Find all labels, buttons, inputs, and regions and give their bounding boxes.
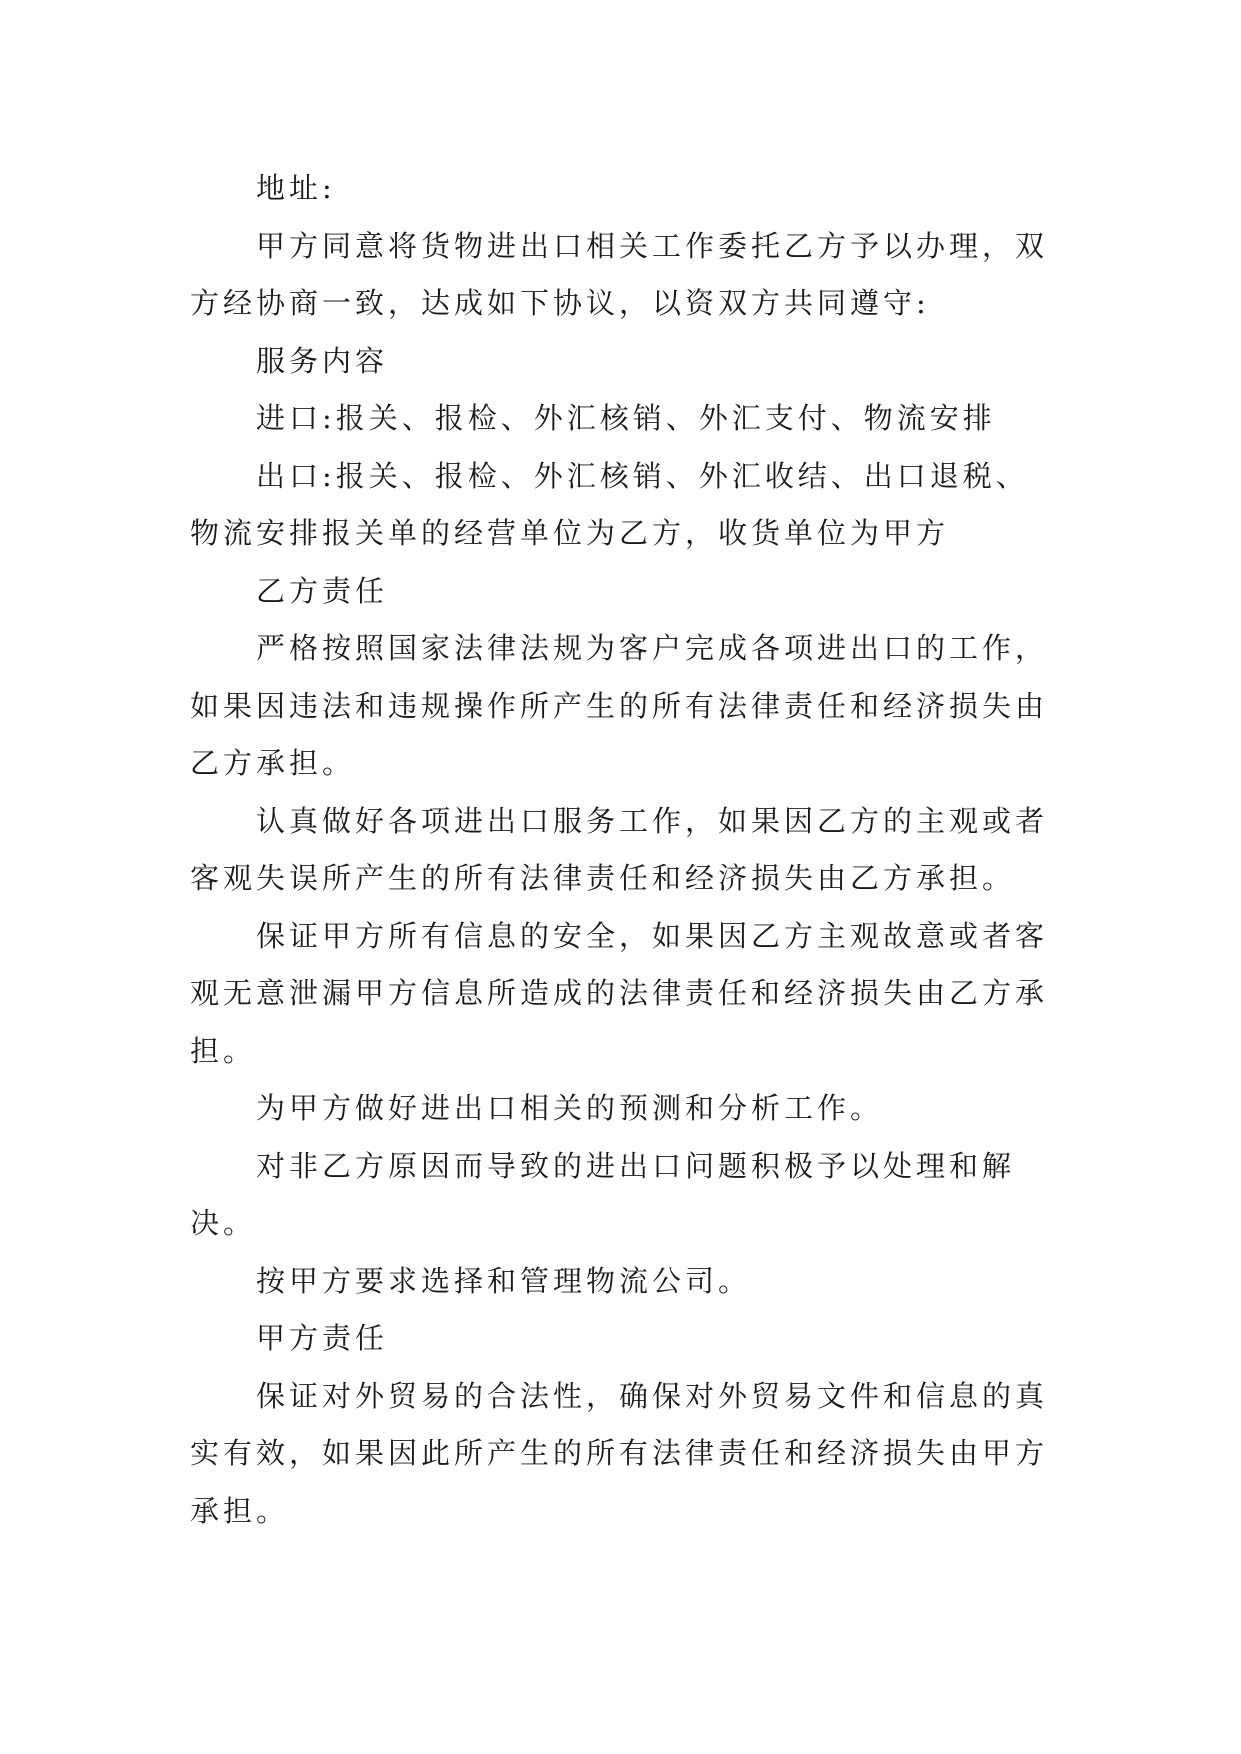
document-body: [190, 160, 1060, 1540]
party-b-clause: 按甲方要求选择和管理物流公司。: [256, 1263, 752, 1298]
party-b-clause: 认真做好各项进出口服务工作，如果因乙方的主观或者客观失误所产生的所有法律责任和经济损失由乙方承担。: [190, 803, 1049, 895]
export-services: 出口:报关、报检、外汇核销、外汇收结、出口退税、物流安排报关单的经营单位为乙方，收货单位为甲方: [190, 458, 1029, 550]
intro-paragraph: 甲方同意将货物进出口相关工作委托乙方予以办理，双方经协商一致，达成如下协议，以资双方共同遵守:: [190, 228, 1049, 320]
party-b-clause: 严格按照国家法律法规为客户完成各项进出口的工作，如果因违法和违规操作所产生的所有法律责任和经济损失由乙方承担。: [190, 631, 1049, 780]
party-b-clause: 为甲方做好进出口相关的预测和分析工作。: [256, 1091, 884, 1125]
section-heading-party-a: 甲方责任: [256, 1321, 389, 1355]
party-a-clause: 保证对外贸易的合法性，确保对外贸易文件和信息的真实有效，如果因此所产生的所有法律责任和经济损失由甲方承担。: [190, 1378, 1049, 1528]
party-b-clause: 保证甲方所有信息的安全，如果因乙方主观故意或者客观无意泄漏甲方信息所造成的法律责任和经济损失由乙方承担。: [190, 918, 1049, 1068]
section-heading-services: 服务内容: [256, 343, 389, 378]
party-b-clause: 对非乙方原因而导致的进出口问题积极予以处理和解决。: [190, 1148, 1016, 1240]
address-line: 地址:: [256, 171, 336, 205]
section-heading-party-b: 乙方责任: [256, 573, 389, 608]
import-services: 进口:报关、报检、外汇核销、外汇支付、物流安排: [256, 401, 996, 435]
